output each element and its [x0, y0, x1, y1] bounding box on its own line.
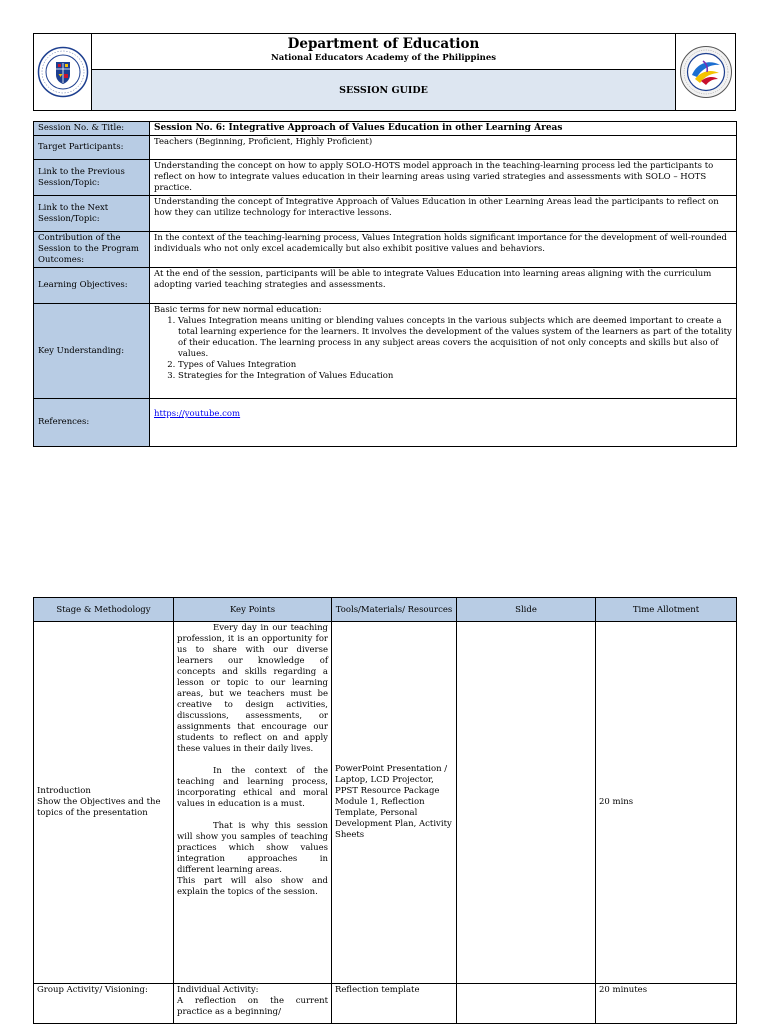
introduction-row: [34, 622, 737, 984]
session-title-row: [34, 122, 737, 136]
introduction-key-point: Every day in our teaching profession, it is an opportunity for us to share with our diverse learners our knowledge of concepts and skills regarding a lesson or topic to our learning areas, but we teachers must be creative to design activities, discussions, assessments, or assignments that encourage our students to reflect on and apply these values in their daily lives.: [177, 623, 328, 754]
references-link[interactable]: https://youtube.com: [154, 409, 241, 419]
references-value: [150, 399, 737, 447]
references-row: [34, 399, 737, 447]
stage-methodology-header: Stage & Methodology: [34, 598, 174, 622]
group-activity-key-point-title: Individual Activity:: [177, 985, 259, 995]
group-activity-row: [34, 984, 737, 1024]
group-activity-stage-cell: Group Activity/ Visioning:: [34, 984, 174, 1024]
target-participants-label: Target Participants:: [34, 136, 150, 160]
next-session-row: [34, 196, 737, 232]
group-activity-slide-cell: [457, 984, 596, 1024]
tools-materials-header: Tools/Materials/ Resources: [332, 598, 457, 622]
key-understanding-list: [178, 316, 732, 382]
target-participants-row: [34, 136, 737, 160]
introduction-stage-title: Introduction: [37, 786, 91, 796]
academy-subtitle: National Educators Academy of the Philippines: [270, 53, 497, 63]
introduction-key-point: This part will also show and explain the topics of the session.: [177, 876, 328, 897]
introduction-key-points: [174, 622, 332, 984]
session-title-label: Session No. & Title:: [34, 122, 150, 136]
previous-session-row: [34, 160, 737, 196]
group-activity-key-point-text: A reflection on the current practice as a beginning/: [177, 996, 328, 1017]
contribution-label: Contribution of the Session to the Program Outcomes:: [34, 232, 150, 268]
deped-seal-icon: [37, 46, 89, 98]
introduction-time-cell: 20 mins: [596, 622, 737, 984]
introduction-stage-cell: [34, 622, 174, 984]
learning-objectives-value: At the end of the session, participants will be able to integrate Values Education into learning areas aligning with the curriculum adopting varied teaching strategies and assessments.: [150, 268, 737, 304]
key-understanding-intro: Basic terms for new normal education:: [154, 305, 322, 315]
key-understanding-value: [150, 304, 737, 399]
deped-seal-logo: [34, 34, 92, 110]
key-understanding-item: 1. Values Integration means uniting or blending values concepts in the various subjects which are deemed important to create a total learning experience for the learners. It involves the development of the values system of the learners as part of the totality of their education. The learning process in any subject areas covers the acquisition of not only concepts and skills but also of values.: [178, 316, 732, 360]
key-understanding-item: 3. Strategies for the Integration of Values Education: [178, 371, 732, 382]
introduction-key-point: In the context of the teaching and learning process, incorporating ethical and moral values in education is a must.: [177, 766, 328, 809]
group-activity-key-points: [174, 984, 332, 1024]
group-activity-tools-cell: Reflection template: [332, 984, 457, 1024]
department-title: Department of Education: [287, 36, 480, 52]
neap-seal-icon: [679, 45, 733, 99]
contribution-row: [34, 232, 737, 268]
key-understanding-row: [34, 304, 737, 399]
references-label: References:: [34, 399, 150, 447]
contribution-value: In the context of the teaching-learning process, Values Integration holds significant importance for the development of well-rounded individuals who not only excel academically but also exhibit positive values and behaviors.: [150, 232, 737, 268]
session-title-value: Session No. 6: Integrative Approach of Values Education in other Learning Areas: [150, 122, 737, 136]
group-activity-time-cell: 20 minutes: [596, 984, 737, 1024]
header-title-block: [92, 34, 675, 70]
previous-session-label: Link to the Previous Session/Topic:: [34, 160, 150, 196]
introduction-stage-description: Show the Objectives and the topics of the presentation: [37, 797, 161, 818]
next-session-label: Link to the Next Session/Topic:: [34, 196, 150, 232]
methodology-header-row: [34, 598, 737, 622]
session-guide-banner: SESSION GUIDE: [92, 70, 675, 110]
next-session-value: Understanding the concept of Integrative Approach of Values Education in other Learning Areas lead the participants to reflect on how they can utilize technology for interactive lessons.: [150, 196, 737, 232]
time-allotment-header: Time Allotment: [596, 598, 737, 622]
target-participants-value: Teachers (Beginning, Proficient, Highly Proficient): [150, 136, 737, 160]
session-info-table: [33, 121, 737, 447]
learning-objectives-label: Learning Objectives:: [34, 268, 150, 304]
introduction-key-point: That is why this session will show you samples of teaching practices which show values integration approaches in different learning areas.: [177, 821, 328, 875]
introduction-slide-cell: [457, 622, 596, 984]
learning-objectives-row: [34, 268, 737, 304]
methodology-table: [33, 597, 737, 1024]
document-header: [33, 33, 736, 111]
key-points-header: Key Points: [174, 598, 332, 622]
introduction-tools-cell: PowerPoint Presentation / Laptop, LCD Projector, PPST Resource Package Module 1, Reflection Template, Personal Development Plan, Activity Sheets: [332, 622, 457, 984]
slide-header: Slide: [457, 598, 596, 622]
key-understanding-item: 2. Types of Values Integration: [178, 360, 732, 371]
previous-session-value: Understanding the concept on how to apply SOLO-HOTS model approach in the teaching-learning process led the participants to reflect on how to integrate values education in their learning areas using varied strategies and assessments with SOLO – HOTS practice.: [150, 160, 737, 196]
key-understanding-label: Key Understanding:: [34, 304, 150, 399]
neap-seal-logo: [675, 34, 735, 110]
